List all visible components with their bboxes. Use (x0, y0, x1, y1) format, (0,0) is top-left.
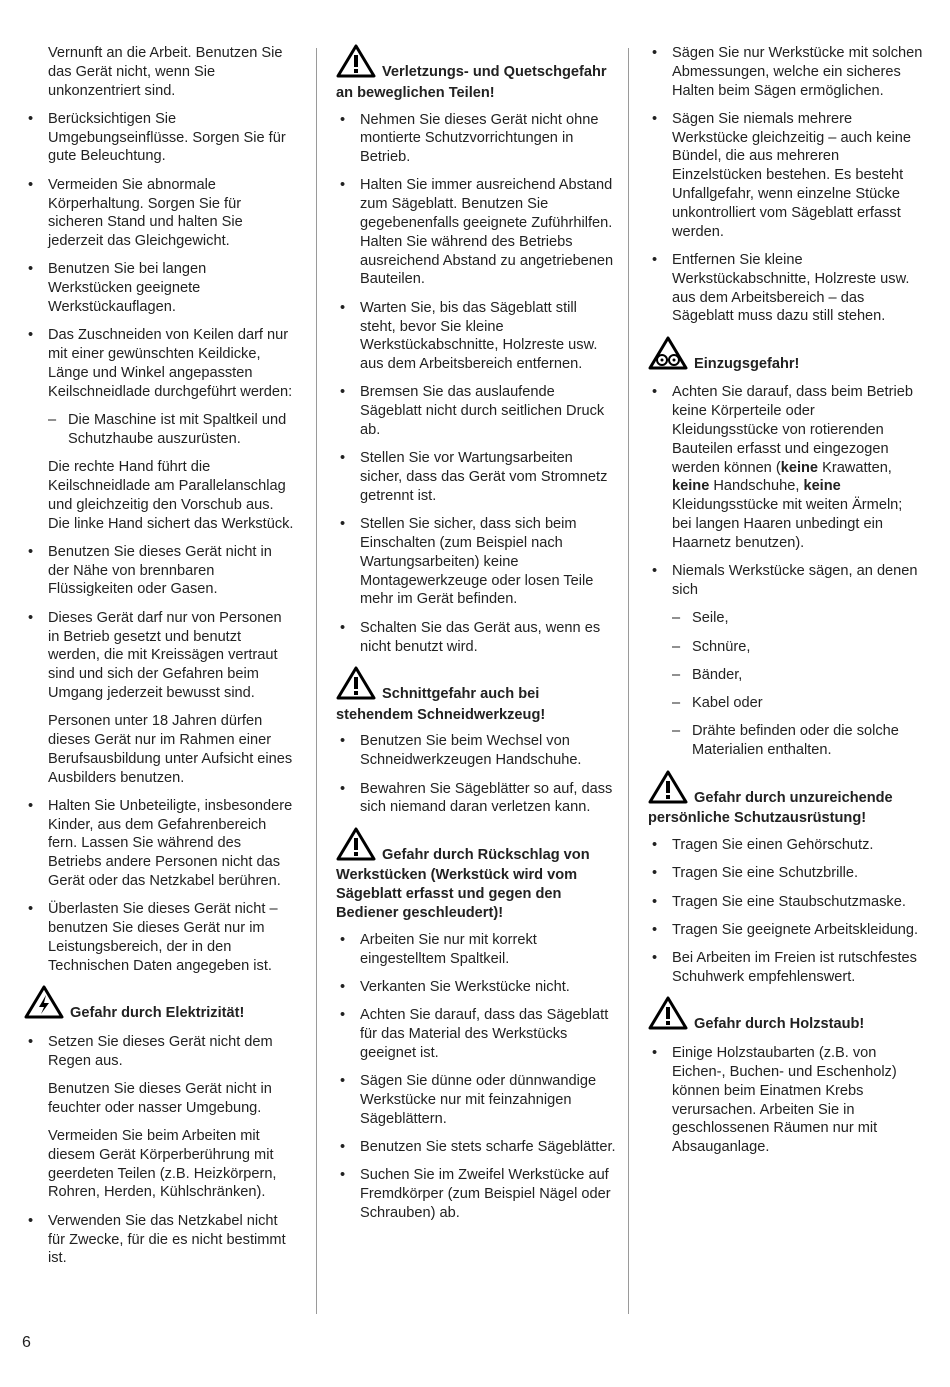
list-item: • Sägen Sie dünne oder dünnwandige Werkstücke nur mit feinzahnigen Sägeblättern. (336, 1072, 616, 1128)
list-item: • Halten Sie Unbeteiligte, insbesondere Kinder, aus dem Gefahrenbereich fern. Lassen Sie während des Betriebs andere Personen nicht das Gerät oder das Netzkabel berühren. (24, 797, 294, 891)
list-item: • Bewahren Sie Sägeblätter so auf, dass sich niemand daran verletzen kann. (336, 780, 616, 818)
warning-icon (336, 827, 376, 867)
warning-icon (648, 996, 688, 1036)
list-item: • Tragen Sie geeignete Arbeitskleidung. (648, 921, 924, 940)
list-item: • Überlasten Sie dieses Gerät nicht – benutzen Sie dieses Gerät nur im Leistungsbereich, der in den Technischen Daten angegeben ist. (24, 900, 294, 975)
dash-item: – Schnüre, (648, 638, 924, 657)
section-heading-ppe: Gefahr durch unzureichende persönliche Schutzausrüstung! (648, 770, 924, 829)
list-item: • Entfernen Sie kleine Werkstückabschnitte, Holzreste usw. aus dem Arbeitsbereich – das Sägeblatt muss dazu still stehen. (648, 251, 924, 326)
list-item: • Achten Sie darauf, dass das Sägeblatt für das Material des Werkstücks geeignet ist. (336, 1006, 616, 1062)
list-item: • Das Zuschneiden von Keilen darf nur mit einer gewünschten Keildicke, Länge und Winkel angepassten Keilschneidlade durchgeführt werden: (24, 326, 294, 401)
list-item: • Bei Arbeiten im Freien ist rutschfestes Schuhwerk empfehlenswert. (648, 949, 924, 987)
dash-item: – Die Maschine ist mit Spaltkeil und Schutzhaube auszurüsten. (24, 411, 294, 449)
list-item: • Benutzen Sie stets scharfe Sägeblätter. (336, 1138, 616, 1157)
list-item: • Benutzen Sie beim Wechsel von Schneidwerkzeugen Handschuhe. (336, 732, 616, 770)
list-item: • Verkanten Sie Werkstücke nicht. (336, 978, 616, 997)
list-item: • Tragen Sie eine Staubschutzmaske. (648, 893, 924, 912)
list-item: • Verwenden Sie das Netzkabel nicht für Zwecke, für die es nicht bestimmt ist. (24, 1212, 294, 1268)
column-3 (648, 44, 924, 1166)
list-item: • Niemals Werkstücke sägen, an denen sich (648, 562, 924, 600)
list-item: • Arbeiten Sie nur mit korrekt eingestelltem Spaltkeil. (336, 931, 616, 969)
list-item: • Benutzen Sie bei langen Werkstücken geeignete Werkstückauflagen. (24, 260, 294, 316)
list-item: • Tragen Sie eine Schutzbrille. (648, 864, 924, 883)
list-item: • Bremsen Sie das auslaufende Sägeblatt nicht durch seitlichen Druck ab. (336, 383, 616, 439)
list-item: • Berücksichtigen Sie Umgebungseinflüsse. Sorgen Sie für gute Beleuchtung. (24, 110, 294, 166)
dash-item: – Drähte befinden oder die solche Materialien enthalten. (648, 722, 924, 760)
dash-item: – Seile, (648, 609, 924, 628)
list-item: • Halten Sie immer ausreichend Abstand zum Sägeblatt. Benutzen Sie gegebenenfalls geeignete Zuführhilfen. Halten Sie während des Betriebs ausreichend Abstand zu angetriebenen Bauteilen. (336, 176, 616, 289)
warning-icon (648, 770, 688, 810)
paragraph: Vernunft an die Arbeit. Benutzen Sie das Gerät nicht, wenn Sie unkonzentriert sind. (48, 45, 283, 99)
paragraph: Vermeiden Sie beim Arbeiten mit diesem Gerät Körperberührung mit geerdeten Teilen (z.B. Heizkörpern, Rohren, Herden, Kühlschränken). (48, 1128, 277, 1201)
dash-item: – Bänder, (648, 666, 924, 685)
list-item: • Schalten Sie das Gerät aus, wenn es nicht benutzt wird. (336, 619, 616, 657)
list-item: • Achten Sie darauf, dass beim Betrieb keine Körperteile oder Kleidungsstücke von rotierenden Bauteilen erfasst und eingezogen werden können (keine Krawatten, keine Handschuhe, keine Kleidungsstücke mit weiten Ärmeln; bei langen Haaren unbedingt ein Haarnetz benutzen). (648, 383, 924, 552)
column-1 (24, 44, 294, 1278)
list-item: • Benutzen Sie dieses Gerät nicht in der Nähe von brennbaren Flüssigkeiten oder Gasen. (24, 543, 294, 599)
list-item: • Stellen Sie vor Wartungsarbeiten sicher, dass das Gerät vom Stromnetz getrennt ist. (336, 449, 616, 505)
section-heading-entanglement: Einzugsgefahr! (648, 336, 924, 376)
paragraph: Die rechte Hand führt die Keilschneidlade am Parallelanschlag und gleichzeitig den Vorschub aus. Die linke Hand sichert das Werkstück. (48, 459, 294, 532)
list-item: • Setzen Sie dieses Gerät nicht dem Regen aus. (24, 1033, 294, 1071)
list-item: • Warten Sie, bis das Sägeblatt still steht, bevor Sie kleine Werkstückabschnitte, Holzreste usw. aus dem Arbeitsbereich entfernen. (336, 299, 616, 374)
paragraph: Benutzen Sie dieses Gerät nicht in feuchter oder nasser Umgebung. (48, 1080, 272, 1116)
section-heading-kickback: Gefahr durch Rückschlag von Werkstücken (Werkstück wird vom Sägeblatt erfasst und gegen den Bediener geschleudert)! (336, 827, 616, 923)
list-item: • Nehmen Sie dieses Gerät nicht ohne montierte Schutzvorrichtungen in Betrieb. (336, 111, 616, 167)
entanglement-hazard-icon (648, 336, 688, 376)
list-item: • Suchen Sie im Zweifel Werkstücke auf Fremdkörper (zum Beispiel Nägel oder Schrauben) ab. (336, 1166, 616, 1222)
paragraph: Personen unter 18 Jahren dürfen dieses Gerät nur im Rahmen einer Berufsausbildung unter Aufsicht eines Ausbilders benutzen. (48, 713, 293, 786)
list-item: • Einige Holzstaubarten (z.B. von Eichen-, Buchen- und Eschenholz) können beim Einatmen Krebs verursachen. Arbeiten Sie in geschlossenen Räumen nur mit Absauganlage. (648, 1044, 924, 1157)
list-item: • Stellen Sie sicher, dass sich beim Einschalten (zum Beispiel nach Wartungsarbeiten) keine Montagewerkzeuge oder losen Teile mehr im Gerät befinden. (336, 515, 616, 609)
warning-icon (336, 666, 376, 706)
list-item: • Dieses Gerät darf nur von Personen in Betrieb gesetzt und benutzt werden, die mit Kreissägen vertraut sind und sich der Gefahren beim Umgang jederzeit bewusst sind. (24, 609, 294, 703)
list-item: • Sägen Sie niemals mehrere Werkstücke gleichzeitig – auch keine Bündel, die aus mehreren Einzelstücken bestehen. Es besteht Unfallgefahr, wenn einzelne Stücke unkontrolliert vom Sägeblatt erfasst werden. (648, 110, 924, 242)
list-item: • Tragen Sie einen Gehörschutz. (648, 836, 924, 855)
electric-hazard-icon (24, 985, 64, 1025)
warning-icon (336, 44, 376, 84)
page-number: 6 (22, 1334, 31, 1351)
section-heading-electricity: Gefahr durch Elektrizität! (24, 985, 294, 1025)
section-heading-wood-dust: Gefahr durch Holzstaub! (648, 996, 924, 1036)
column-divider (628, 48, 629, 1314)
list-item: • Sägen Sie nur Werkstücke mit solchen Abmessungen, welche ein sicheres Halten beim Sägen ermöglichen. (648, 44, 924, 100)
column-2 (336, 44, 616, 1232)
section-heading-cut: Schnittgefahr auch bei stehendem Schneidwerkzeug! (336, 666, 616, 725)
dash-item: – Kabel oder (648, 694, 924, 713)
list-item: • Vermeiden Sie abnormale Körperhaltung. Sorgen Sie für sicheren Stand und halten Sie jederzeit das Gleichgewicht. (24, 176, 294, 251)
section-heading-crush: Verletzungs- und Quetschgefahr an beweglichen Teilen! (336, 44, 616, 103)
column-divider (316, 48, 317, 1314)
